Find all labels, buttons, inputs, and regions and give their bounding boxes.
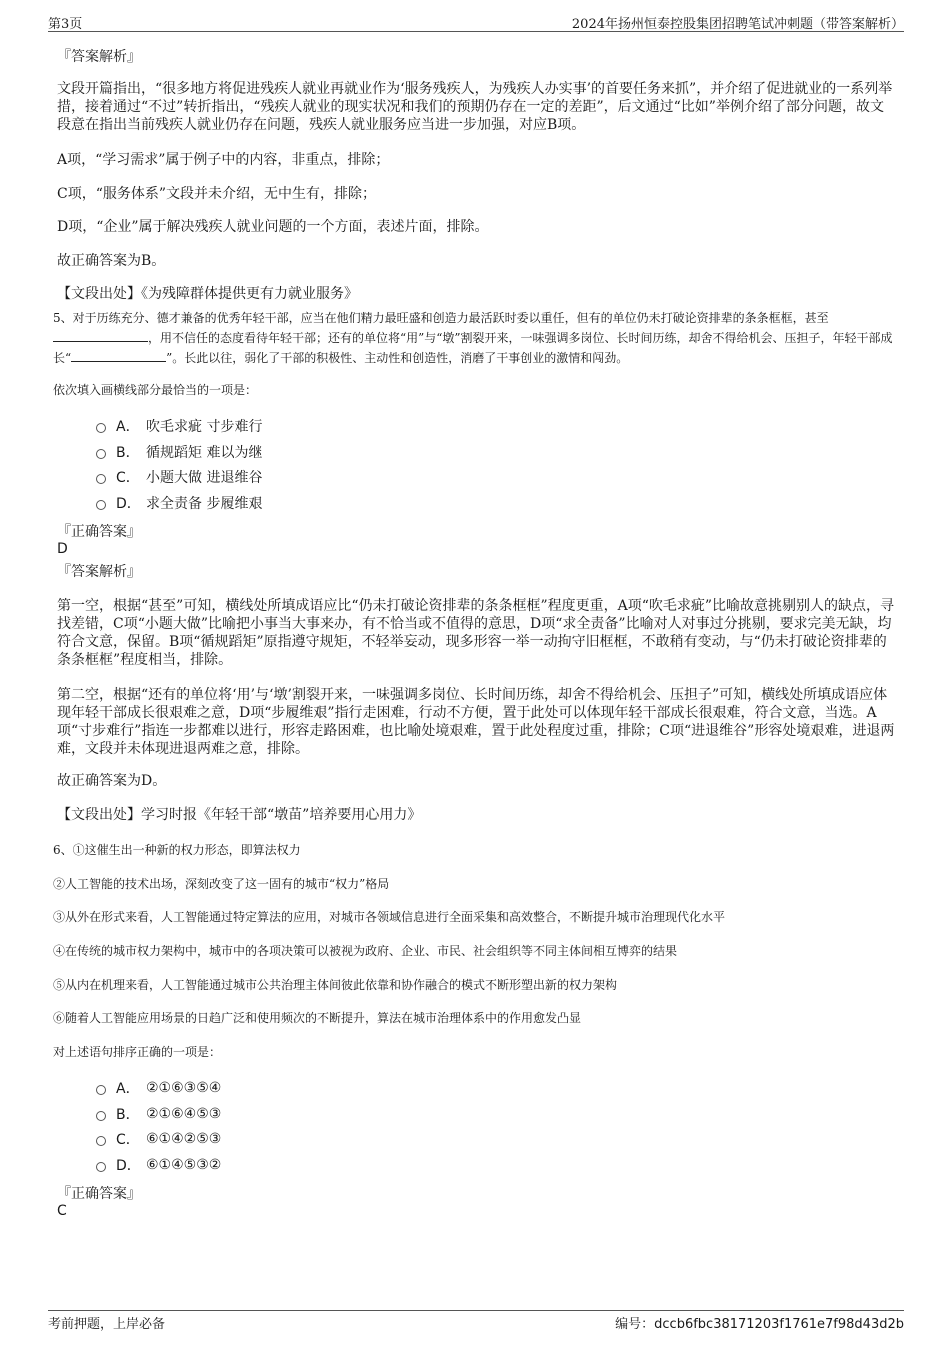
q5-blank-1: [53, 329, 148, 342]
q5-explain-p2: 第二空，根据“还有的单位将‘用’与‘墩’割裂开来，一味强调多岗位、长时间历练，却舍不得给机会、压担子”可知，横线处所填成语应体现年轻干部成长很艰难之意，D项“步履维艰”指行走困难，行动不方便，置于此处可以体现年轻干部成长很艰难，符合文意，当选。A项“寸步难行”指连一步都难以进行，形容走路困难，也比喻处境艰难，置于此处程度过重，排除；C项“进退维谷”形容处境艰难，进退两难，文段并未体现进退两难之意，排除。: [57, 687, 895, 757]
radio-icon[interactable]: [96, 1111, 106, 1121]
q5-stem-part-c: ”。长此以往，弱化了干部的积极性、主动性和创造性，消磨了干事创业的激情和闯劲。: [166, 351, 629, 365]
q5-option-b[interactable]: B． 循规蹈矩 难以为继: [96, 442, 262, 462]
q5-option-c[interactable]: C． 小题大做 进退维谷: [96, 467, 262, 487]
q5-explain-label: 『答案解析』: [57, 564, 141, 580]
footer-slogan: 考前押题，上岸必备: [48, 1317, 166, 1332]
q6-sentence-3: ③从外在形式来看，人工智能通过特定算法的应用，对城市各领域信息进行全面采集和高效整合，不断提升城市治理现代化水平: [53, 910, 726, 924]
document-title: 2024年扬州恒泰控股集团招聘笔试冲刺题（带答案解析）: [571, 17, 904, 32]
document-code: 编号：dccb6fbc38171203f1761e7f98d43d2b: [615, 1317, 904, 1332]
radio-icon[interactable]: [96, 1162, 106, 1172]
q4-explain-label: 『答案解析』: [57, 49, 141, 65]
q5-answer-label: 『正确答案』: [57, 524, 141, 540]
page-number: 第3页: [48, 17, 83, 32]
radio-icon[interactable]: [96, 474, 106, 484]
radio-icon[interactable]: [96, 1085, 106, 1095]
document-code-value: dccb6fbc38171203f1761e7f98d43d2b: [654, 1317, 904, 1332]
q5-option-a[interactable]: A． 吹毛求疵 寸步难行: [96, 416, 262, 436]
q6-option-c[interactable]: C． ⑥①④②⑤③: [96, 1129, 221, 1149]
q4-explain-p2: A项，“学习需求”属于例子中的内容，非重点，排除；: [57, 152, 390, 168]
q5-source: 【文段出处】学习时报《年轻干部“墩苗”培养要用心用力》: [57, 807, 422, 823]
q5-answer: D: [57, 541, 68, 557]
q6-answer: C: [57, 1203, 67, 1219]
q4-conclusion: 故正确答案为B。: [57, 253, 166, 269]
radio-icon[interactable]: [96, 423, 106, 433]
q5-stem-part-b: ，用不信任的态度看待年轻干部；还有的单位将“用”与“墩”割裂开来，一味强调多岗位、长时间历练，却舍不得给机会、压担子，年轻干部成长“: [53, 331, 893, 365]
q6-sentence-2: ②人工智能的技术出场，深刻改变了这一固有的城市“权力”格局: [53, 877, 390, 891]
q6-sentence-6: ⑥随着人工智能应用场景的日趋广泛和使用频次的不断提升，算法在城市治理体系中的作用愈发凸显: [53, 1011, 582, 1025]
page-header: [0, 0, 950, 32]
q6-option-b[interactable]: B． ②①⑥④⑤③: [96, 1104, 221, 1124]
radio-icon[interactable]: [96, 449, 106, 459]
q6-sentence-1: 6、①这催生出一种新的权力形态，即算法权力: [53, 843, 301, 857]
header-divider: [48, 31, 904, 32]
q6-sentence-4: ④在传统的城市权力架构中，城市中的各项决策可以被视为政府、企业、市民、社会组织等不同主体间相互博弈的结果: [53, 944, 678, 958]
q5-explain-p1: 第一空，根据“甚至”可知，横线处所填成语应比“仍未打破论资排辈的条条框框”程度更重，A项“吹毛求疵”比喻故意挑剔别人的缺点，寻找差错，C项“小题大做”比喻把小事当大事来办，有不恰当或不值得的意思，D项“求全责备”比喻对人对事过分挑剔，要求完美无缺，均符合文意，保留。B项“循规蹈矩”原指遵守规矩，不轻举妄动，现多形容一举一动拘守旧框框，不敢稍有变动，与“仍未打破论资排辈的条条框框”程度相当，排除。: [57, 598, 895, 668]
q4-source: 【文段出处】《为残障群体提供更有力就业服务》: [57, 286, 358, 302]
q5-stem: [53, 308, 903, 368]
q5-option-d[interactable]: D． 求全责备 步履维艰: [96, 493, 262, 513]
q6-option-d[interactable]: D． ⑥①④⑤③②: [96, 1155, 221, 1175]
q6-sentence-5: ⑤从内在机理来看，人工智能通过城市公共治理主体间彼此依靠和协作融合的模式不断形塑出新的权力架构: [53, 978, 618, 992]
q5-stem-part-a: 5、对于历练充分、德才兼备的优秀年轻干部，应当在他们精力最旺盛和创造力最活跃时委以重任，但有的单位仍未打破论资排辈的条条框框，甚至: [53, 311, 829, 325]
q6-option-a[interactable]: A． ②①⑥③⑤④: [96, 1078, 221, 1098]
footer-divider: [48, 1310, 904, 1311]
q4-explain-p4: D项，“企业”属于解决残疾人就业问题的一个方面，表述片面，排除。: [57, 219, 489, 235]
q6-prompt: 对上述语句排序正确的一项是：: [53, 1045, 222, 1059]
q4-explain-p3: C项，“服务体系”文段并未介绍，无中生有，排除；: [57, 186, 377, 202]
q5-prompt: 依次填入画横线部分最恰当的一项是：: [53, 383, 258, 397]
q4-explain-p1: 文段开篇指出，“很多地方将促进残疾人就业再就业作为‘服务残疾人，为残疾人办实事’的首要任务来抓”，并介绍了促进就业的一系列举措，接着通过“不过”转折指出，“残疾人就业的现实状况和我们的预期仍存在一定的差距”，后文通过“比如”举例介绍了部分问题，故文段意在指出当前残疾人就业仍存在问题，残疾人就业服务应当进一步加强，对应B项。: [57, 81, 893, 133]
q5-conclusion: 故正确答案为D。: [57, 773, 167, 789]
q6-answer-label: 『正确答案』: [57, 1186, 141, 1202]
radio-icon[interactable]: [96, 1136, 106, 1146]
q5-blank-2: [71, 349, 166, 362]
radio-icon[interactable]: [96, 500, 106, 510]
